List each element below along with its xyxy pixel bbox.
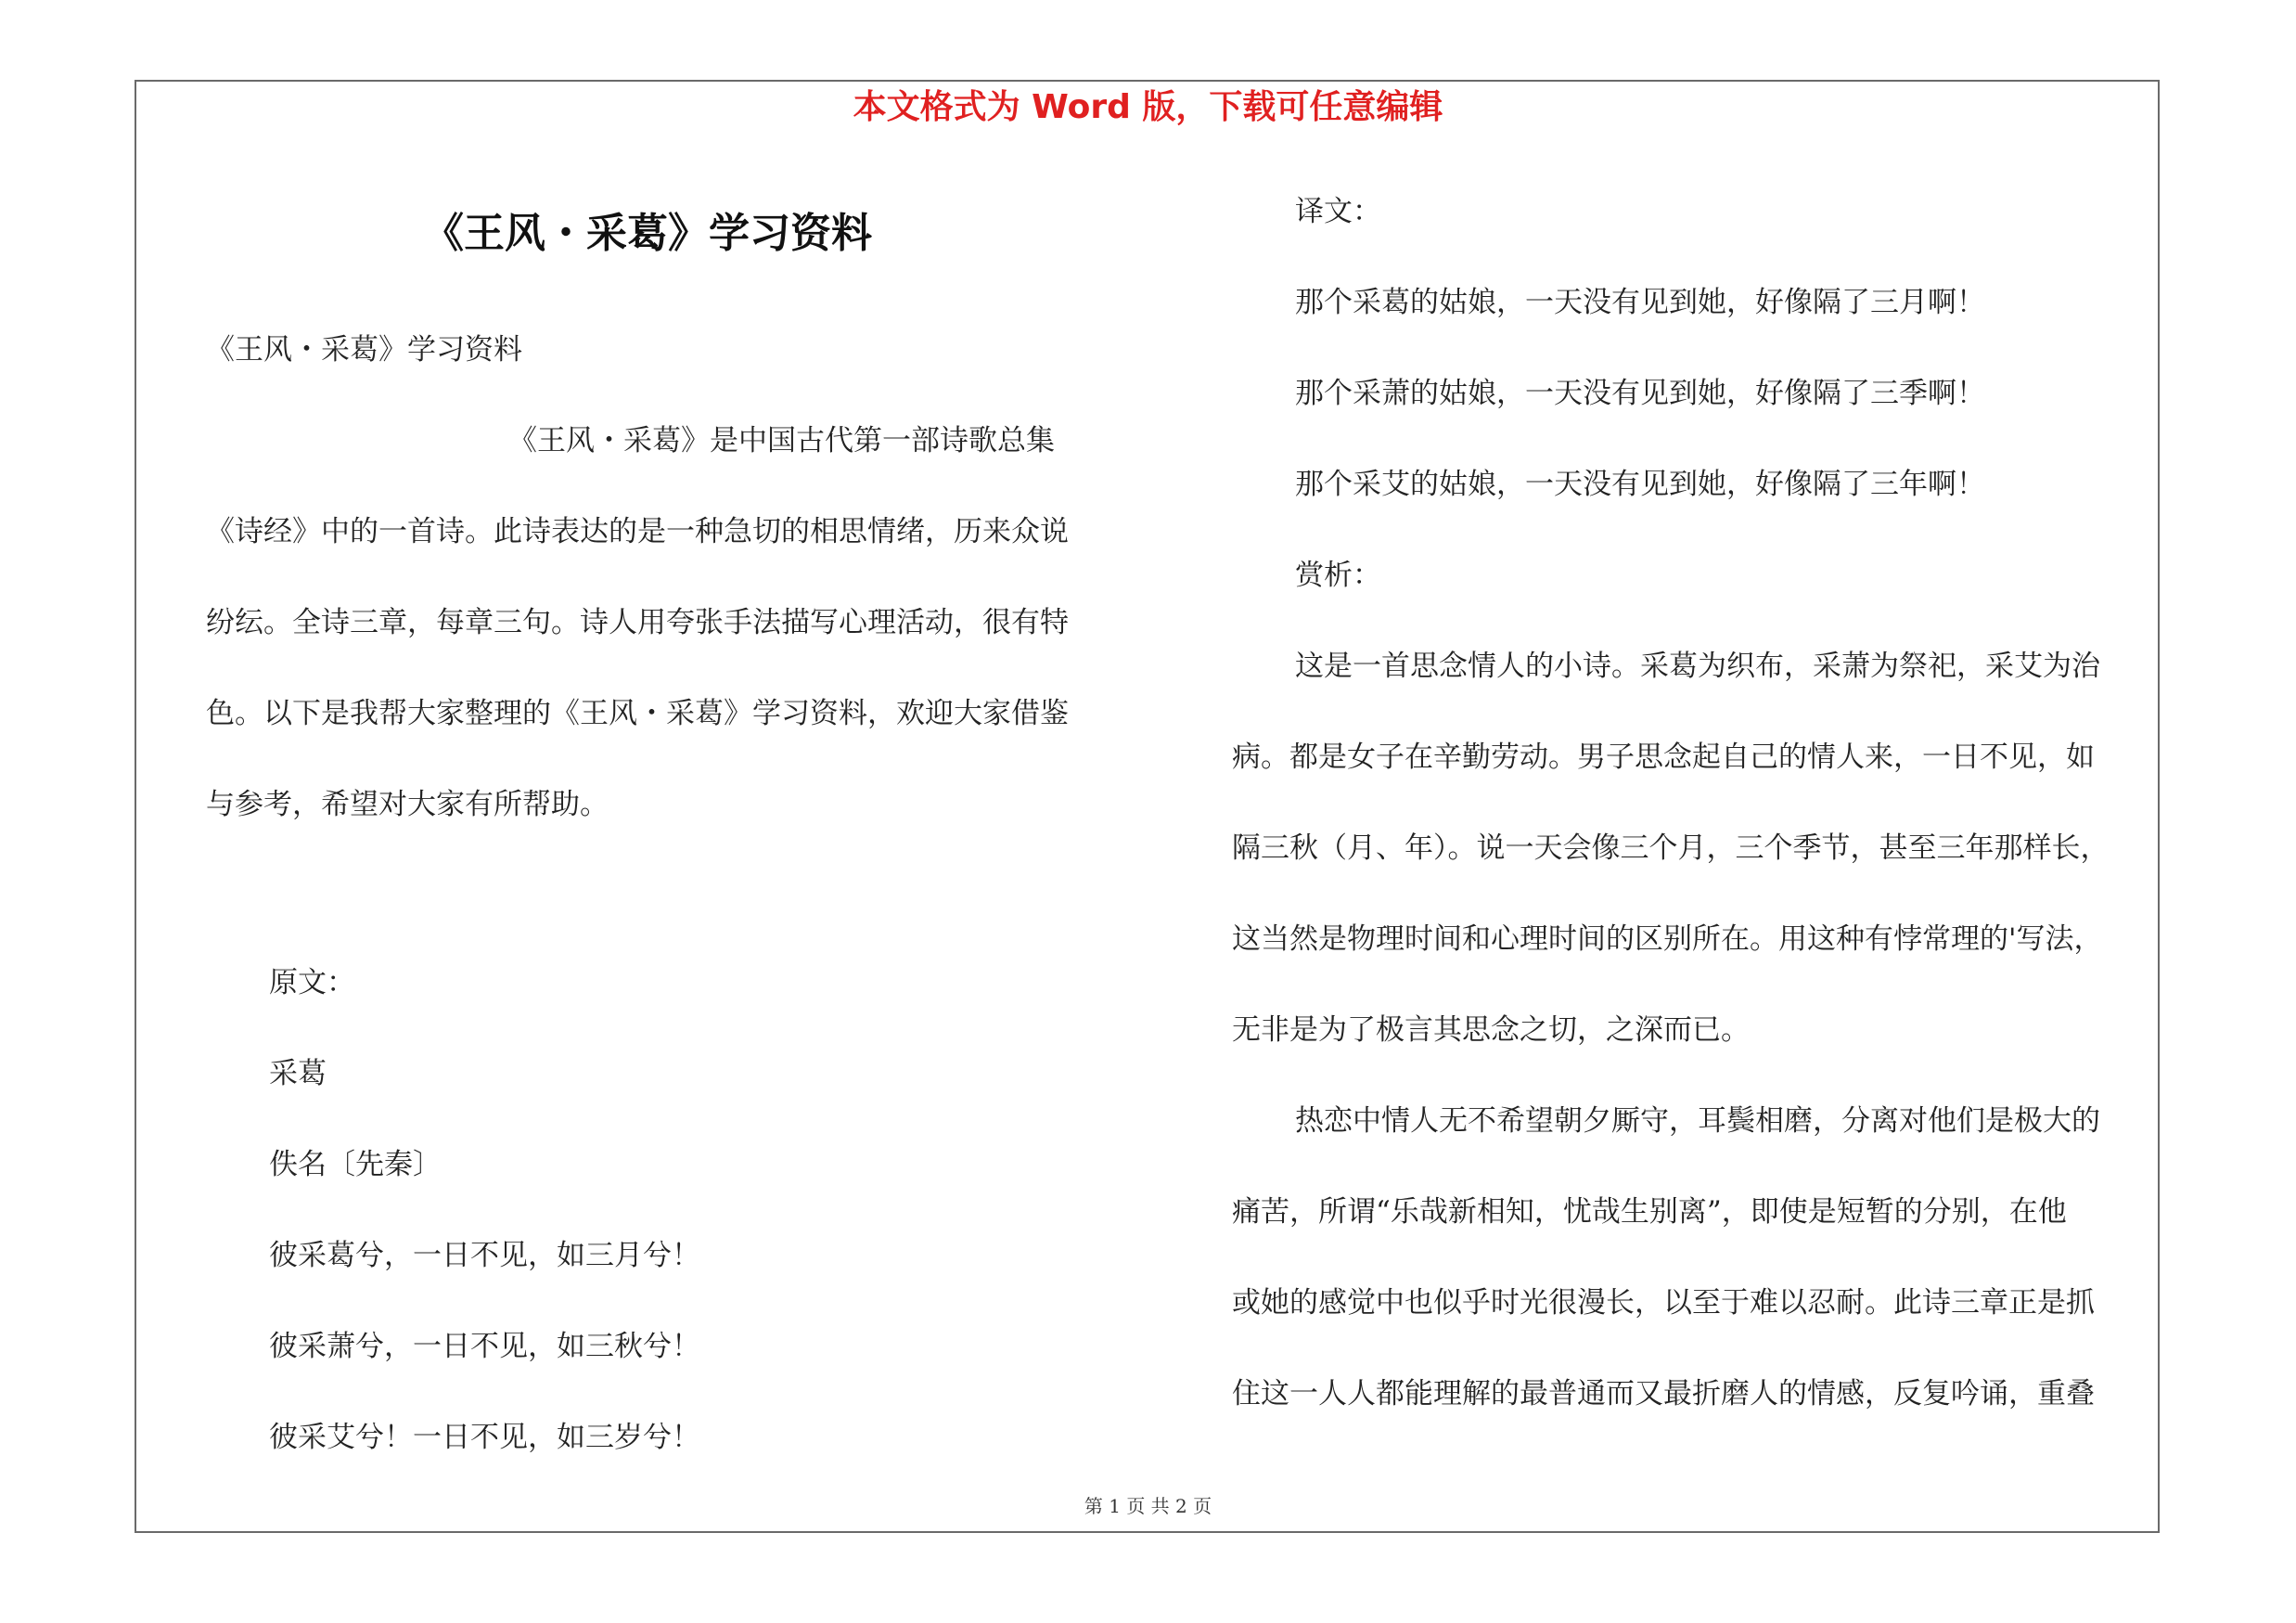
analysis-line: 这当然是物理时间和心理时间的区别所在。用这种有悖常理的'写法， bbox=[1232, 922, 2103, 956]
original-text-label: 原文： bbox=[269, 966, 355, 999]
translation-label: 译文： bbox=[1295, 195, 1381, 228]
poem-line: 彼采艾兮！一日不见，如三岁兮！ bbox=[269, 1421, 700, 1454]
format-notice-banner: 本文格式为 Word 版，下载可任意编辑 bbox=[853, 88, 1443, 126]
poem-line: 彼采葛兮，一日不见，如三月兮！ bbox=[269, 1239, 700, 1272]
poem-line: 彼采萧兮，一日不见，如三秋兮！ bbox=[269, 1330, 700, 1363]
document-title: 《王风・采葛》学习资料 bbox=[423, 210, 872, 257]
intro-line: 《王风・采葛》是中国古代第一部诗歌总集 bbox=[508, 424, 1055, 457]
translation-line: 那个采葛的姑娘，一天没有见到她，好像隔了三月啊！ bbox=[1295, 286, 1985, 319]
intro-line: 纷纭。全诗三章，每章三句。诗人用夸张手法描写心理活动，很有特 bbox=[206, 606, 1069, 639]
translation-line: 那个采艾的姑娘，一天没有见到她，好像隔了三年啊！ bbox=[1295, 468, 1985, 501]
analysis-line: 这是一首思念情人的小诗。采葛为织布，采萧为祭祀，采艾为治 bbox=[1295, 650, 2100, 683]
analysis-line: 病。都是女子在辛勤劳动。男子思念起自己的情人来，一日不见，如 bbox=[1232, 741, 2095, 774]
poem-title: 采葛 bbox=[269, 1057, 327, 1090]
analysis-line: 或她的感觉中也似乎时光很漫长，以至于难以忍耐。此诗三章正是抓 bbox=[1232, 1286, 2095, 1320]
analysis-line: 隔三秋（月、年）。说一天会像三个月，三个季节，甚至三年那样长， bbox=[1232, 831, 2110, 865]
analysis-line: 住这一人人都能理解的最普通而又最折磨人的情感，反复吟诵，重叠 bbox=[1232, 1377, 2095, 1410]
analysis-line: 无非是为了极言其思念之切，之深而已。 bbox=[1232, 1013, 1750, 1047]
intro-line: 《诗经》中的一首诗。此诗表达的是一种急切的相思情绪，历来众说 bbox=[206, 515, 1069, 548]
analysis-line: 痛苦，所谓“乐哉新相知，忧哉生别离”，即使是短暂的分别，在他 bbox=[1232, 1195, 2067, 1229]
analysis-label: 赏析： bbox=[1295, 559, 1381, 592]
translation-line: 那个采萧的姑娘，一天没有见到她，好像隔了三季啊！ bbox=[1295, 377, 1985, 410]
poem-author: 佚名〔先秦〕 bbox=[269, 1148, 442, 1181]
paragraph-gap bbox=[206, 850, 1124, 937]
intro-line: 色。以下是我帮大家整理的《王风・采葛》学习资料，欢迎大家借鉴 bbox=[206, 697, 1069, 730]
subtitle: 《王风・采葛》学习资料 bbox=[206, 333, 522, 367]
right-column bbox=[1232, 166, 2150, 1439]
analysis-line: 热恋中情人无不希望朝夕厮守，耳鬓相磨，分离对他们是极大的 bbox=[1295, 1104, 2100, 1138]
intro-line: 与参考，希望对大家有所帮助。 bbox=[206, 788, 609, 821]
left-column bbox=[206, 304, 1124, 1483]
page-number-footer: 第 1 页 共 2 页 bbox=[1084, 1495, 1212, 1517]
